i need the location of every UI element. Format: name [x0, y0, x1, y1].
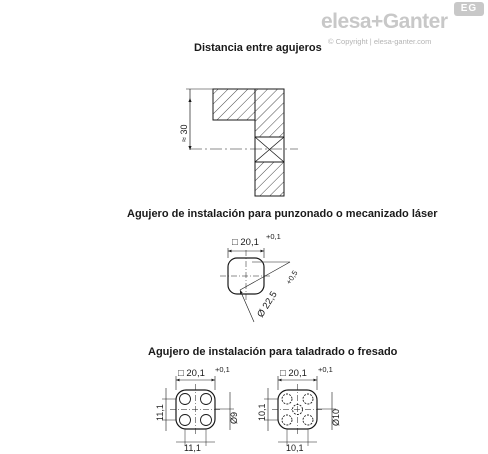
drilled-right-side-label: 10,1: [257, 403, 267, 421]
brand-logo: elesa+Ganter: [321, 10, 448, 33]
punched-square-tol: +0,1: [266, 232, 281, 241]
upper-block: [213, 89, 255, 120]
drilled-hole-right-drawing: [264, 376, 336, 446]
drill-hole: [282, 394, 292, 404]
drilled-right-square-tol: +0,1: [318, 365, 333, 374]
punched-hole-heading: Agujero de instalación para punzonado o mecanizado láser: [127, 208, 438, 220]
drilled-left-square-label: □ 20,1: [178, 368, 205, 379]
punched-square-label: □ 20,1: [232, 237, 259, 248]
punched-diameter-label: Ø 22,5: [255, 289, 280, 320]
drill-hole: [180, 394, 191, 405]
distance-dim-label: ≈ 30: [179, 124, 189, 142]
drill-hole: [180, 415, 191, 426]
drilled-left-square-tol: +0,1: [215, 365, 230, 374]
drill-hole: [201, 415, 212, 426]
drilled-right-bottom-label: 10,1: [286, 443, 304, 453]
drilled-left-side-label: 11,1: [155, 404, 165, 421]
drill-hole: [303, 415, 313, 425]
drill-hole: [282, 415, 292, 425]
drilled-right-square-label: □ 20,1: [280, 368, 307, 379]
brand-badge: EG: [454, 2, 484, 16]
hole-distance-drawing: [186, 89, 298, 196]
drilled-right-diameter-label: Ø10: [331, 408, 341, 426]
drilled-hole-left-drawing: [162, 376, 234, 446]
drill-hole: [303, 394, 313, 404]
drilled-left-diameter-label: Ø9: [229, 411, 239, 424]
copyright-text: © Copyright | elesa-ganter.com: [328, 37, 432, 46]
drill-hole: [201, 394, 212, 405]
punched-hole-drawing: [220, 248, 290, 322]
hole-distance-heading: Distancia entre agujeros: [194, 42, 322, 54]
drilled-left-bottom-label: 11,1: [184, 443, 201, 453]
punched-diameter-tol: +0,5: [284, 268, 300, 287]
drilled-hole-heading: Agujero de instalación para taladrado o fresado: [148, 346, 398, 358]
